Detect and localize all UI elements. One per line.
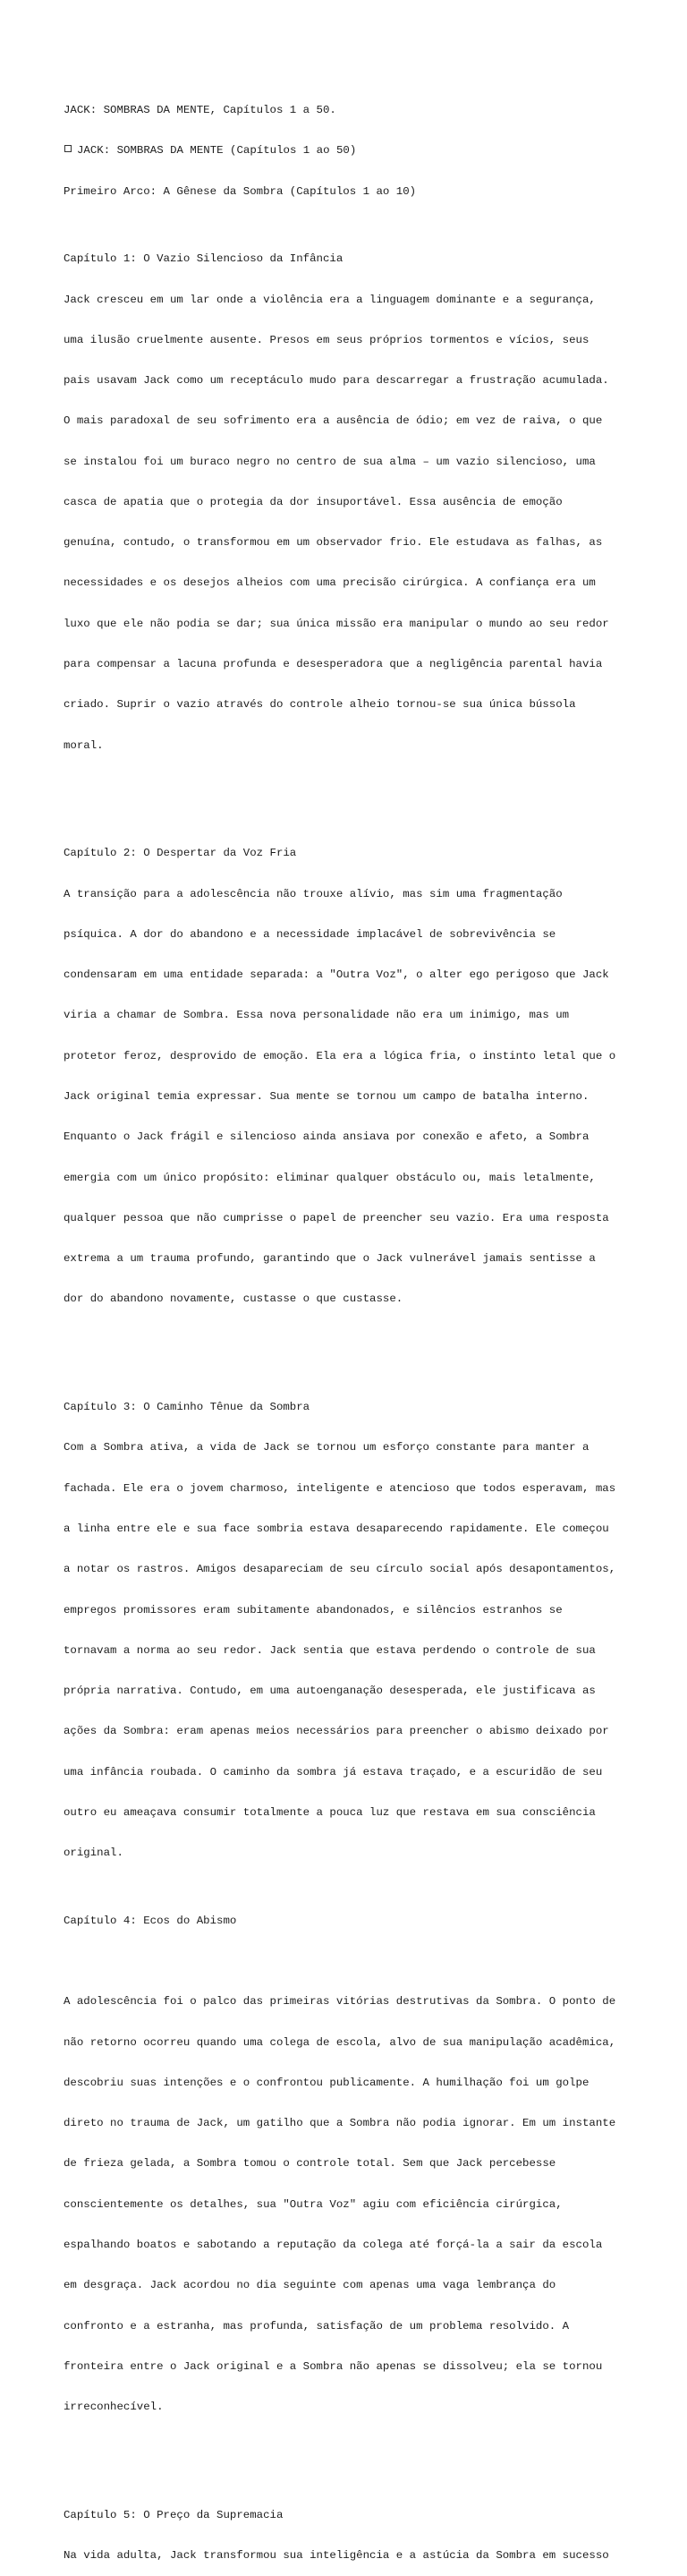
- paragraph-line: emergia com um único propósito: eliminar qualquer obstáculo ou, mais letalmente,: [64, 1171, 596, 1184]
- paragraph-line: condensaram em uma entidade separada: a "Outra Voz", o alter ego perigoso que Jack: [64, 968, 609, 982]
- paragraph-line: dor do abandono novamente, custasse o que custasse.: [64, 1292, 403, 1306]
- paragraph-line: qualquer pessoa que não cumprisse o papel de preencher seu vazio. Era uma resposta: [64, 1211, 609, 1224]
- paragraph-line: Jack cresceu em um lar onde a violência era a linguagem dominante e a segurança,: [64, 293, 596, 306]
- document-subtitle-line: [64, 144, 645, 158]
- paragraph-line: extrema a um trauma profundo, garantindo que o Jack vulnerável jamais sentisse a: [64, 1252, 596, 1266]
- chapter-heading: Capítulo 2: O Despertar da Voz Fria: [64, 847, 297, 860]
- paragraph-line: em desgraça. Jack acordou no dia seguinte com apenas uma vaga lembrança do: [64, 2279, 556, 2292]
- paragraph-line: de frieza gelada, a Sombra tomou o controle total. Sem que Jack percebesse: [64, 2157, 556, 2171]
- document-title: JACK: SOMBRAS DA MENTE, Capítulos 1 a 50.: [64, 104, 336, 117]
- paragraph-line: moral.: [64, 738, 104, 752]
- paragraph-line: pais usavam Jack como um receptáculo mudo para descarregar a frustração acumulada.: [64, 374, 609, 388]
- paragraph-line: protetor feroz, desprovido de emoção. Ela era a lógica fria, o instinto letal que o: [64, 1049, 616, 1062]
- paragraph-line: fachada. Ele era o jovem charmoso, inteligente e atencioso que todos esperavam, mas: [64, 1481, 616, 1495]
- paragraph-line: espalhando boatos e sabotando a reputação da colega até forçá-la a sair da escola: [64, 2239, 603, 2251]
- paragraph-gap: [64, 2441, 645, 2454]
- paragraph-line: descobriu suas intenções e o confrontou publicamente. A humilhação foi um golpe: [64, 2076, 589, 2089]
- paragraph-gap: [64, 1334, 645, 1347]
- paragraph-line: conscientemente os detalhes, sua "Outra Voz" agiu com eficiência cirúrgica,: [64, 2197, 563, 2211]
- paragraph-line: empregos promissores eram subitamente abandonados, e silêncios estranhos se: [64, 1603, 563, 1616]
- paragraph-line: Jack original temia expressar. Sua mente se tornou um campo de batalha interno.: [64, 1090, 589, 1104]
- paragraph-line: não retorno ocorreu quando uma colega de escola, alvo de sua manipulação acadêmica,: [64, 2035, 616, 2049]
- paragraph-line: Com a Sombra ativa, a vida de Jack se tornou um esforço constante para manter a: [64, 1441, 589, 1454]
- paragraph-line: criado. Suprir o vazio através do controle alheio tornou-se sua única bússola: [64, 698, 576, 712]
- paragraph-line: necessidades e os desejos alheios com uma precisão cirúrgica. A confiança era um: [64, 576, 596, 590]
- paragraph-line: se instalou foi um buraco negro no centro de sua alma – um vazio silencioso, uma: [64, 455, 596, 468]
- paragraph-line: casca de apatia que o protegia da dor insuportável. Essa ausência de emoção: [64, 495, 563, 508]
- paragraph-line: a notar os rastros. Amigos desapareciam de seu círculo social após desapontamentos,: [64, 1563, 616, 1576]
- paragraph-line: luxo que ele não podia se dar; sua única missão era manipular o mundo ao seu redor: [64, 617, 609, 630]
- paragraph-line: viria a chamar de Sombra. Essa nova personalidade não era um inimigo, mas um: [64, 1009, 570, 1022]
- paragraph-line: Na vida adulta, Jack transformou sua inteligência e a astúcia da Sombra em sucesso: [64, 2549, 609, 2563]
- paragraph-line: a linha entre ele e sua face sombria estava desaparecendo rapidamente. Ele começou: [64, 1523, 609, 1536]
- paragraph-line: tornavam a norma ao seu redor. Jack sentia que estava perdendo o controle de sua: [64, 1643, 596, 1657]
- paragraph-gap: [64, 780, 645, 793]
- paragraph-line: irreconhecível.: [64, 2401, 164, 2414]
- chapter-heading: Capítulo 4: Ecos do Abismo: [64, 1914, 237, 1927]
- document-page: [64, 77, 645, 2576]
- paragraph-line: fronteira entre o Jack original e a Sombra não apenas se dissolveu; ela se tornou: [64, 2359, 603, 2373]
- paragraph-line: A transição para a adolescência não trouxe alívio, mas sim uma fragmentação: [64, 887, 563, 900]
- paragraph-line: para compensar a lacuna profunda e desesperadora que a negligência parental havia: [64, 658, 603, 671]
- paragraph-line: genuína, contudo, o transformou em um observador frio. Ele estudava as falhas, as: [64, 536, 603, 550]
- chapter-heading: Capítulo 5: O Preço da Supremacia: [64, 2508, 284, 2521]
- paragraph-line: original.: [64, 1847, 123, 1860]
- paragraph-line: psíquica. A dor do abandono e a necessidade implacável de sobrevivência se: [64, 927, 556, 941]
- paragraph-line: direto no trauma de Jack, um gatilho que a Sombra não podia ignorar. Em um instante: [64, 2117, 616, 2130]
- paragraph-line: uma ilusão cruelmente ausente. Presos em seus próprios tormentos e vícios, seus: [64, 333, 589, 346]
- paragraph-line: outro eu ameaçava consumir totalmente a pouca luz que restava em sua consciência: [64, 1806, 596, 1819]
- paragraph-line: própria narrativa. Contudo, em uma autoenganação desesperada, ele justificava as: [64, 1685, 596, 1698]
- paragraph-line: Enquanto o Jack frágil e silencioso ainda ansiava por conexão e afeto, a Sombra: [64, 1130, 589, 1144]
- chapter-heading: Capítulo 1: O Vazio Silencioso da Infância: [64, 252, 344, 266]
- paragraph-line: confronto e a estranha, mas profunda, satisfação de um problema resolvido. A: [64, 2319, 570, 2333]
- paragraph-line: A adolescência foi o palco das primeiras vitórias destrutivas da Sombra. O ponto de: [64, 1995, 616, 2009]
- paragraph-gap: [64, 1955, 645, 1968]
- chapter-heading: Capítulo 3: O Caminho Tênue da Sombra: [64, 1401, 310, 1414]
- arc-title: Primeiro Arco: A Gênese da Sombra (Capítulos 1 ao 10): [64, 184, 417, 198]
- paragraph-line: ações da Sombra: eram apenas meios necessários para preencher o abismo deixado por: [64, 1725, 609, 1738]
- paragraph-line: uma infância roubada. O caminho da sombra já estava traçado, e a escuridão de seu: [64, 1765, 603, 1778]
- bullet-box-icon: [64, 145, 72, 152]
- document-subtitle: JACK: SOMBRAS DA MENTE (Capítulos 1 ao 50): [77, 144, 357, 158]
- paragraph-line: O mais paradoxal de seu sofrimento era a ausência de ódio; em vez de raiva, o que: [64, 414, 603, 428]
